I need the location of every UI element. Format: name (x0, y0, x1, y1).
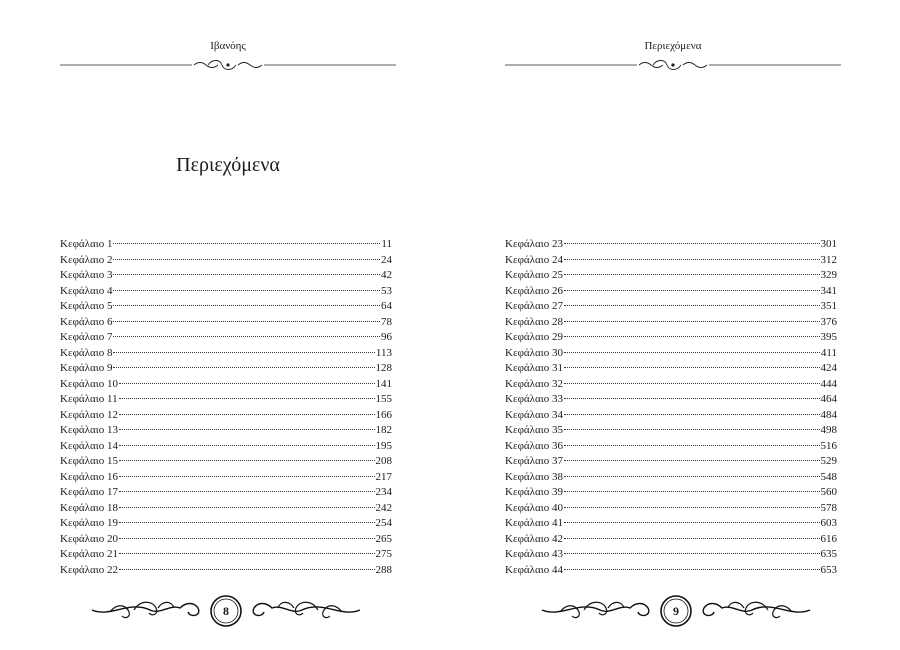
toc-entry-label: Κεφάλαιο 43 (505, 548, 563, 560)
toc-entry (505, 423, 837, 439)
dot-leader (564, 383, 820, 384)
toc-entry-label: Κεφάλαιο 27 (505, 300, 563, 312)
page-number: 9 (673, 604, 679, 618)
dot-leader (119, 507, 375, 508)
toc-entry-label: Κεφάλαιο 33 (505, 393, 563, 405)
dot-leader (564, 290, 820, 291)
toc-entry-label: Κεφάλαιο 31 (505, 362, 563, 374)
dot-leader (564, 259, 820, 260)
dot-leader (564, 522, 820, 523)
dot-leader (564, 553, 820, 554)
dot-leader (119, 569, 375, 570)
dot-leader (564, 538, 820, 539)
dot-leader (119, 538, 375, 539)
toc-entry (505, 408, 837, 424)
dot-leader (564, 460, 820, 461)
toc-entry-page: 444 (820, 377, 837, 390)
running-head: Περιεχόμενα (644, 40, 702, 52)
toc-entry (60, 253, 392, 269)
toc-entry-page: 234 (375, 486, 392, 498)
toc-entry-page: 96 (381, 331, 392, 343)
toc-list-right (505, 237, 837, 578)
toc-entry-page: 603 (820, 517, 837, 529)
toc-entry-label: Κεφάλαιο 40 (505, 501, 563, 514)
toc-entry (60, 532, 392, 548)
footer-ornament (540, 588, 812, 632)
dot-leader (564, 569, 820, 570)
running-head: Ιβανόης (210, 40, 246, 52)
toc-entry-page: 516 (820, 439, 837, 452)
toc-entry-label: Κεφάλαιο 6 (60, 315, 113, 328)
footer-ornament (90, 588, 362, 632)
toc-entry-label: Κεφάλαιο 42 (505, 532, 563, 545)
toc-entry (60, 454, 392, 470)
toc-entry (505, 284, 837, 300)
toc-entry (505, 253, 837, 269)
toc-entry (60, 485, 392, 501)
toc-entry-page: 312 (820, 253, 837, 266)
toc-entry-page: 376 (820, 315, 837, 328)
toc-entry-page: 498 (820, 424, 837, 436)
dot-leader (119, 383, 375, 384)
toc-entry-page: 529 (820, 455, 837, 467)
toc-entry-page: 64 (381, 300, 392, 312)
toc-entry (60, 501, 392, 517)
toc-entry-page: 424 (820, 362, 837, 374)
toc-entry (60, 237, 392, 253)
dot-leader (564, 274, 820, 275)
toc-entry-page: 484 (820, 408, 837, 421)
toc-entry-label: Κεφάλαιο 14 (60, 439, 118, 452)
toc-entry-page: 265 (375, 532, 392, 545)
toc-entry (60, 408, 392, 424)
dot-leader (564, 414, 820, 415)
dot-leader (119, 445, 375, 446)
toc-entry-label: Κεφάλαιο 8 (60, 346, 113, 359)
toc-entry (505, 299, 837, 315)
toc-entry-page: 653 (820, 563, 837, 576)
toc-entry-label: Κεφάλαιο 22 (60, 563, 118, 576)
dot-leader (564, 476, 820, 477)
dot-leader (113, 305, 380, 306)
toc-entry-page: 113 (375, 346, 392, 359)
dot-leader (564, 398, 820, 399)
dot-leader (564, 429, 820, 430)
dot-leader (113, 352, 374, 353)
dot-leader (119, 414, 375, 415)
toc-entry (60, 346, 392, 362)
toc-entry-label: Κεφάλαιο 15 (60, 455, 118, 467)
toc-entry-page: 53 (381, 284, 392, 297)
toc-entry-page: 217 (375, 470, 392, 483)
toc-entry-page: 254 (375, 517, 392, 529)
toc-entry (505, 377, 837, 393)
dot-leader (564, 491, 820, 492)
dot-leader (564, 352, 820, 353)
toc-entry-page: 128 (375, 362, 392, 374)
toc-entry-label: Κεφάλαιο 4 (60, 284, 113, 297)
toc-entry (60, 299, 392, 315)
toc-entry (505, 454, 837, 470)
dot-leader (119, 429, 375, 430)
toc-entry-label: Κεφάλαιο 20 (60, 532, 118, 545)
dot-leader (564, 507, 820, 508)
dot-leader (119, 491, 375, 492)
toc-entry-page: 635 (820, 548, 837, 560)
toc-entry (60, 439, 392, 455)
dot-leader (113, 274, 380, 275)
toc-entry (60, 563, 392, 579)
toc-entry (60, 392, 392, 408)
header-ornament-rule (60, 58, 396, 72)
toc-entry-page: 560 (820, 486, 837, 498)
toc-entry-page: 351 (820, 300, 837, 312)
toc-entry-page: 301 (820, 238, 837, 250)
toc-entry (505, 485, 837, 501)
toc-entry (505, 516, 837, 532)
toc-entry-page: 78 (381, 315, 392, 328)
toc-title: Περιεχόμενα (176, 154, 280, 176)
toc-entry-label: Κεφάλαιο 39 (505, 486, 563, 498)
toc-entry (60, 315, 392, 331)
toc-entry-page: 616 (820, 532, 837, 545)
toc-entry-label: Κεφάλαιο 34 (505, 408, 563, 421)
toc-entry-page: 208 (375, 455, 392, 467)
toc-entry (60, 361, 392, 377)
dot-leader (113, 321, 380, 322)
right-page (450, 0, 900, 650)
dot-leader (564, 243, 820, 244)
dot-leader (119, 476, 375, 477)
dot-leader (119, 398, 375, 399)
toc-entry (505, 392, 837, 408)
toc-entry (505, 268, 837, 284)
toc-entry-label: Κεφάλαιο 17 (60, 486, 118, 498)
toc-entry (505, 547, 837, 563)
toc-entry-page: 548 (820, 470, 837, 483)
toc-entry (60, 330, 392, 346)
dot-leader (119, 553, 375, 554)
header-ornament-rule (505, 58, 841, 72)
toc-entry-page: 578 (820, 501, 837, 514)
toc-entry-label: Κεφάλαιο 2 (60, 253, 113, 266)
toc-entry-page: 42 (381, 269, 392, 281)
dot-leader (564, 305, 820, 306)
toc-entry (60, 423, 392, 439)
toc-entry (505, 439, 837, 455)
dot-leader (119, 460, 375, 461)
toc-entry-label: Κεφάλαιο 41 (505, 517, 563, 529)
toc-entry-label: Κεφάλαιο 28 (505, 315, 563, 328)
toc-entry (505, 470, 837, 486)
toc-entry (60, 268, 392, 284)
page-number: 8 (223, 604, 229, 618)
toc-entry-page: 166 (375, 408, 392, 421)
toc-entry-label: Κεφάλαιο 11 (60, 393, 118, 405)
toc-entry (505, 315, 837, 331)
dot-leader (113, 367, 374, 368)
toc-entry-page: 395 (820, 331, 837, 343)
toc-entry-page: 411 (820, 346, 837, 359)
toc-entry-page: 155 (375, 393, 392, 405)
toc-entry-label: Κεφάλαιο 18 (60, 501, 118, 514)
toc-entry (60, 516, 392, 532)
toc-entry-label: Κεφάλαιο 1 (60, 238, 113, 250)
dot-leader (119, 522, 375, 523)
toc-entry-label: Κεφάλαιο 36 (505, 439, 563, 452)
toc-entry-page: 141 (375, 377, 392, 390)
toc-entry-label: Κεφάλαιο 35 (505, 424, 563, 436)
toc-entry (505, 501, 837, 517)
toc-entry-label: Κεφάλαιο 7 (60, 331, 113, 343)
dot-leader (564, 367, 820, 368)
toc-entry-page: 341 (820, 284, 837, 297)
toc-entry-page: 464 (820, 393, 837, 405)
toc-entry-page: 195 (375, 439, 392, 452)
toc-entry-label: Κεφάλαιο 23 (505, 238, 563, 250)
toc-entry-label: Κεφάλαιο 25 (505, 269, 563, 281)
toc-entry (60, 377, 392, 393)
toc-entry-label: Κεφάλαιο 32 (505, 377, 563, 390)
toc-entry-label: Κεφάλαιο 3 (60, 269, 113, 281)
dot-leader (113, 259, 380, 260)
toc-entry (60, 547, 392, 563)
dot-leader (564, 321, 820, 322)
dot-leader (113, 290, 380, 291)
toc-entry-page: 24 (381, 253, 392, 266)
toc-entry-label: Κεφάλαιο 19 (60, 517, 118, 529)
toc-entry-label: Κεφάλαιο 44 (505, 563, 563, 576)
toc-entry-page: 329 (820, 269, 837, 281)
toc-entry-page: 288 (375, 563, 392, 576)
dot-leader (113, 243, 380, 244)
toc-entry (505, 237, 837, 253)
toc-entry-page: 275 (375, 548, 392, 560)
dot-leader (113, 336, 380, 337)
toc-list-left (60, 237, 392, 578)
dot-leader (564, 336, 820, 337)
toc-entry-label: Κεφάλαιο 29 (505, 331, 563, 343)
toc-entry-label: Κεφάλαιο 24 (505, 253, 563, 266)
dot-leader (564, 445, 820, 446)
toc-entry-page: 242 (375, 501, 392, 514)
toc-entry (505, 361, 837, 377)
toc-entry-label: Κεφάλαιο 10 (60, 377, 118, 390)
toc-entry (505, 330, 837, 346)
toc-entry-label: Κεφάλαιο 9 (60, 362, 113, 374)
toc-entry-label: Κεφάλαιο 13 (60, 424, 118, 436)
toc-entry-label: Κεφάλαιο 21 (60, 548, 118, 560)
toc-entry (60, 284, 392, 300)
toc-entry (505, 346, 837, 362)
toc-entry-page: 182 (375, 424, 392, 436)
toc-entry (505, 532, 837, 548)
toc-entry-label: Κεφάλαιο 38 (505, 470, 563, 483)
toc-entry-label: Κεφάλαιο 12 (60, 408, 118, 421)
toc-entry-label: Κεφάλαιο 5 (60, 300, 113, 312)
toc-entry-label: Κεφάλαιο 16 (60, 470, 118, 483)
toc-entry (505, 563, 837, 579)
toc-entry-label: Κεφάλαιο 30 (505, 346, 563, 359)
toc-entry-page: 11 (381, 238, 392, 250)
toc-entry-label: Κεφάλαιο 37 (505, 455, 563, 467)
toc-entry (60, 470, 392, 486)
toc-entry-label: Κεφάλαιο 26 (505, 284, 563, 297)
